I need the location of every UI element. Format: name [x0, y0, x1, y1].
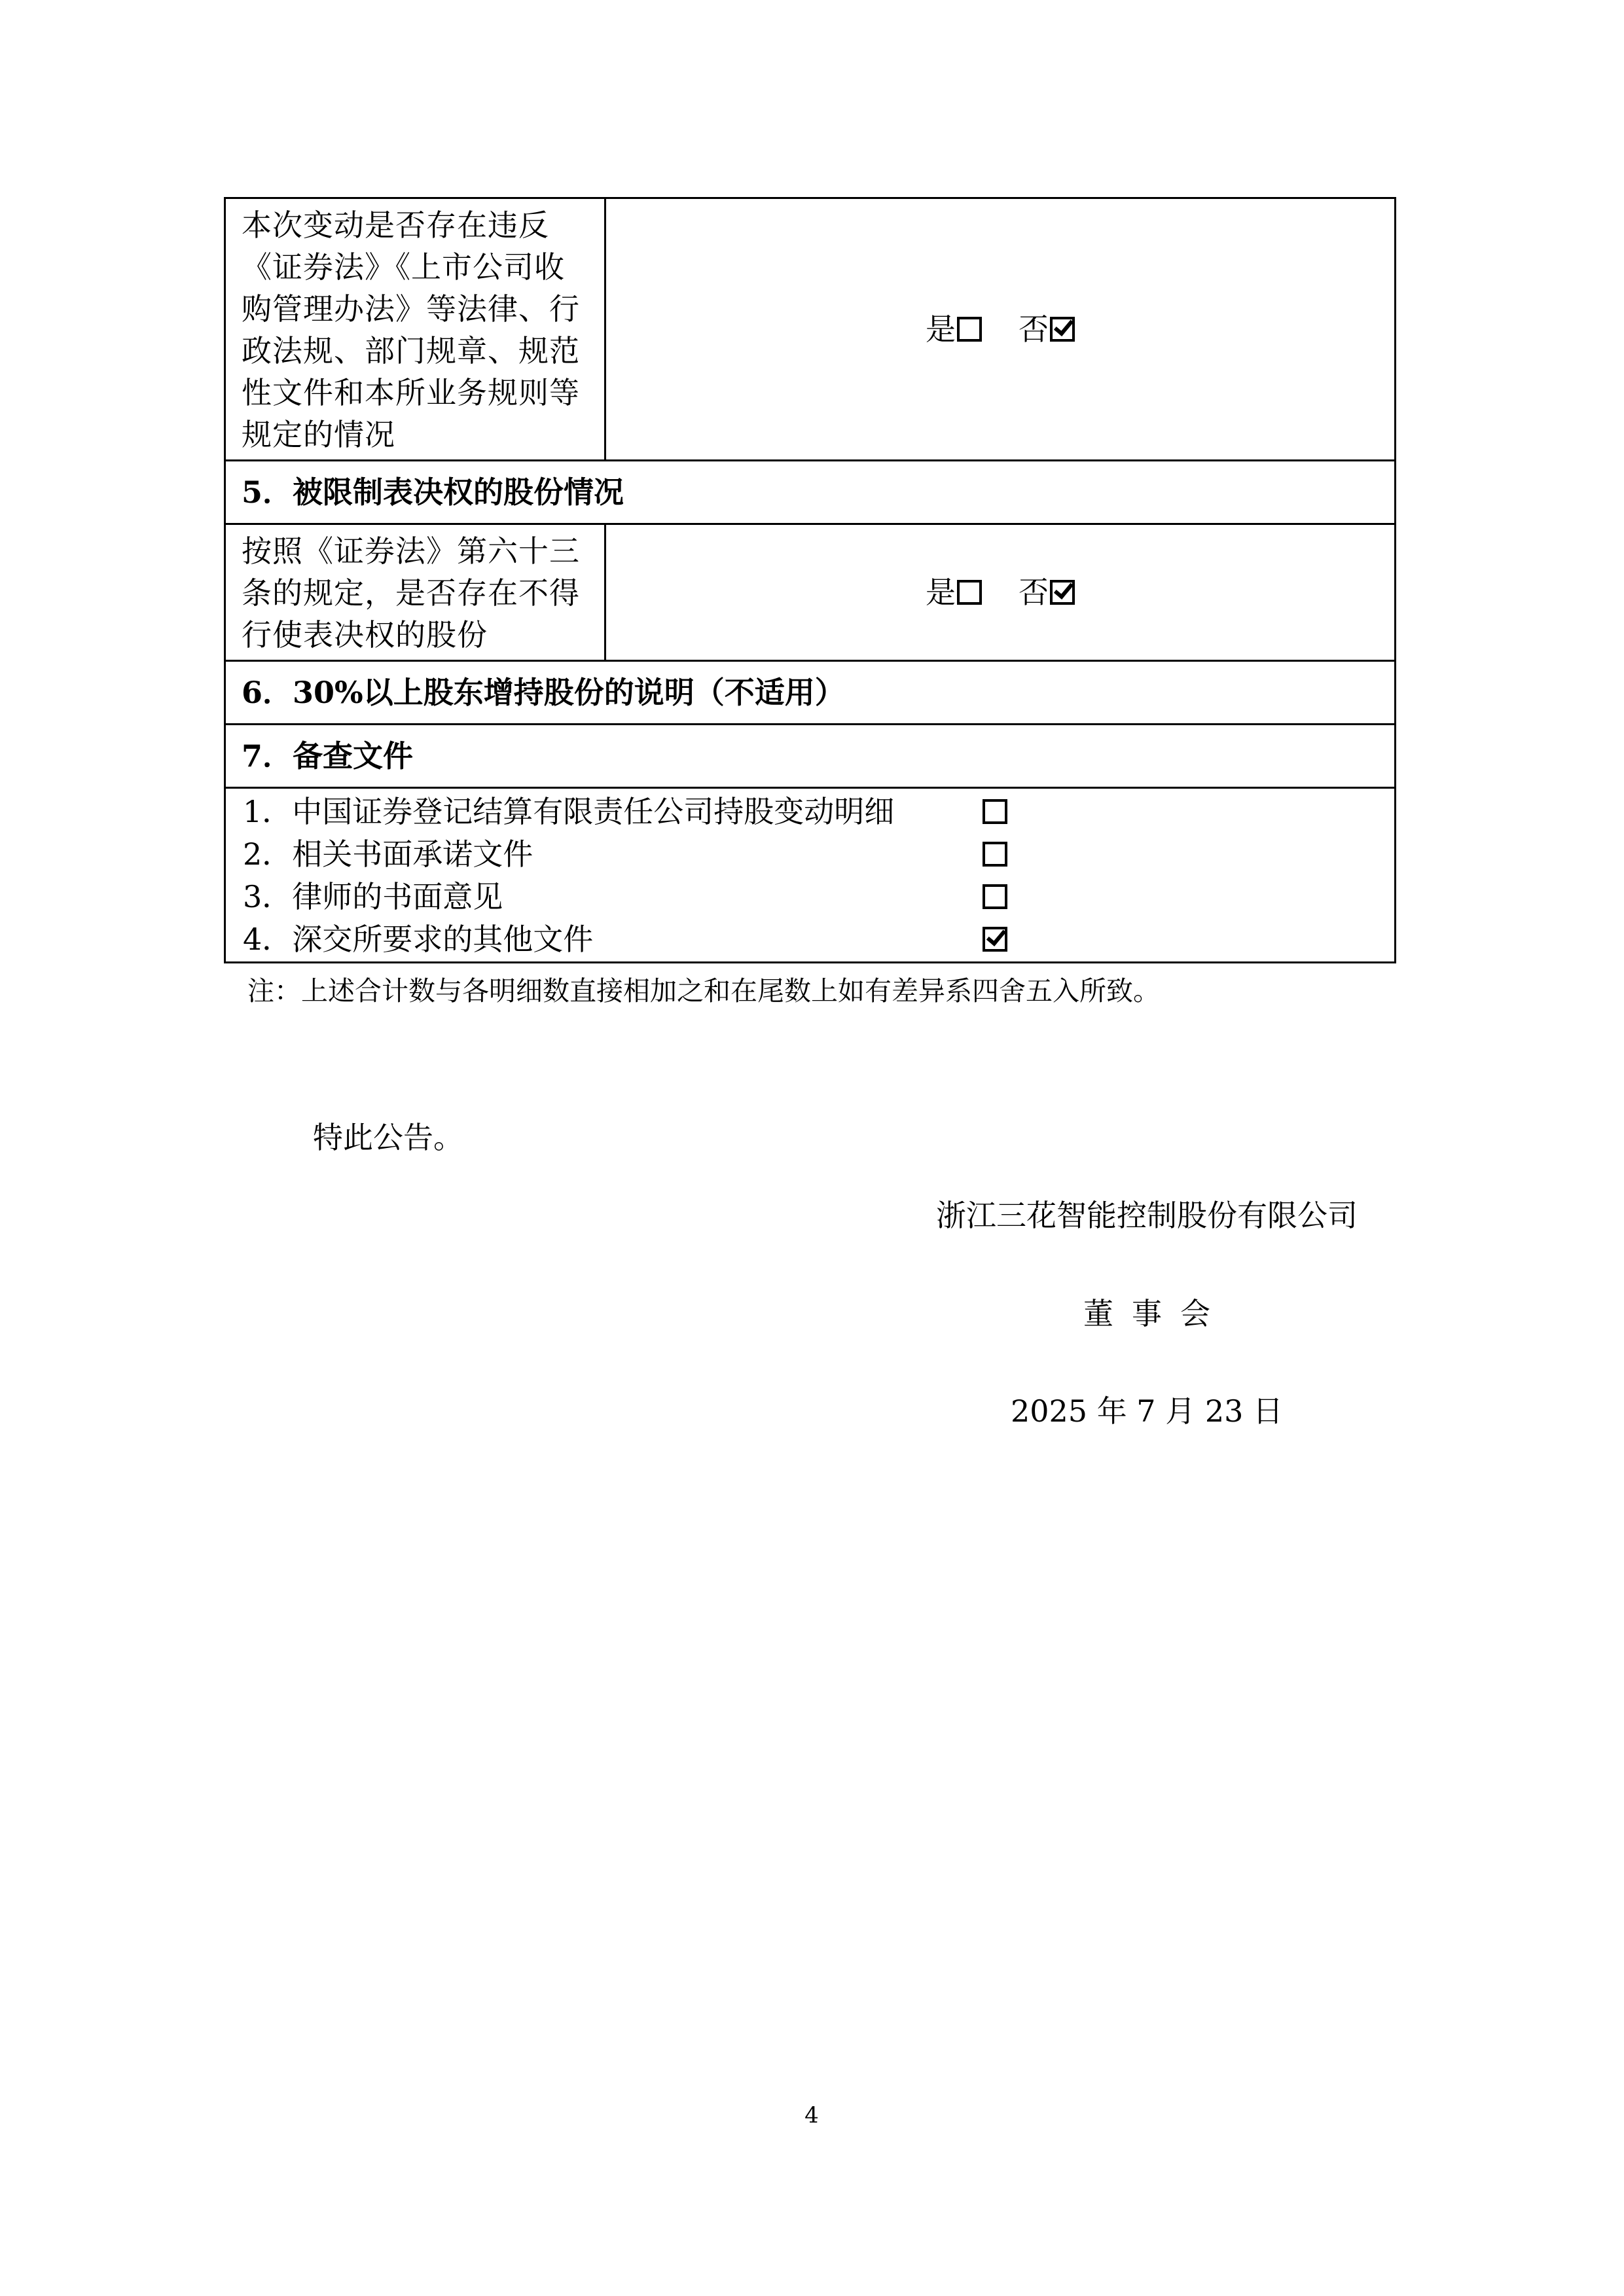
file-label: 2．相关书面承诺文件 [243, 836, 533, 872]
unchecked-box-icon[interactable] [957, 580, 982, 605]
section-7-header [225, 725, 1396, 788]
checked-box-icon[interactable] [1050, 580, 1075, 605]
section-7-title: 7．备查文件 [225, 725, 1396, 788]
file-item [243, 833, 1394, 875]
yes-option[interactable] [926, 308, 982, 350]
file-item [243, 918, 1394, 960]
section-6-title: 6．30%以上股东增持股份的说明（不适用） [225, 661, 1396, 725]
yes-label: 是 [926, 312, 956, 347]
checked-box-icon[interactable] [983, 927, 1007, 952]
file-item [243, 875, 1394, 918]
board-of-directors: 董事会 [1083, 1296, 1229, 1331]
restricted-shares-row [225, 524, 1396, 661]
no-label: 否 [1019, 312, 1049, 347]
violation-question: 本次变动是否存在违反《证券法》《上市公司收购管理办法》等法律、行政法规、部门规章、规范性文件和本所业务规则等规定的情况 [225, 198, 605, 461]
announcement-date: 2025 年 7 月 23 日 [1011, 1393, 1283, 1429]
section-5-header [225, 461, 1396, 524]
reference-files-list [225, 788, 1396, 963]
restricted-shares-question: 按照《证券法》第六十三条的规定，是否存在不得行使表决权的股份 [225, 524, 605, 661]
unchecked-box-icon[interactable] [983, 799, 1007, 824]
violation-row [225, 198, 1396, 461]
yes-option[interactable] [926, 571, 982, 613]
unchecked-box-icon[interactable] [983, 842, 1007, 867]
section-5-title: 5．被限制表决权的股份情况 [225, 461, 1396, 524]
closing-statement: 特此公告。 [313, 1120, 463, 1155]
section-6-header [225, 661, 1396, 725]
yes-label: 是 [926, 575, 956, 610]
footnote: 注：上述合计数与各明细数直接相加之和在尾数上如有差异系四舍五入所致。 [247, 975, 1160, 1007]
no-option[interactable] [1019, 571, 1075, 613]
disclosure-table [224, 197, 1396, 963]
violation-answer [605, 198, 1396, 461]
unchecked-box-icon[interactable] [983, 884, 1007, 909]
unchecked-box-icon[interactable] [957, 317, 982, 342]
reference-files-row [225, 788, 1396, 963]
restricted-shares-answer [605, 524, 1396, 661]
file-item [243, 790, 1394, 833]
no-option[interactable] [1019, 308, 1075, 350]
file-label: 3．律师的书面意见 [243, 878, 503, 914]
checked-box-icon[interactable] [1050, 317, 1075, 342]
file-label: 4．深交所要求的其他文件 [243, 921, 594, 957]
page-number: 4 [804, 2102, 819, 2128]
company-name: 浙江三花智能控制股份有限公司 [936, 1198, 1358, 1233]
no-label: 否 [1019, 575, 1049, 610]
file-label: 1．中国证券登记结算有限责任公司持股变动明细 [243, 793, 895, 829]
